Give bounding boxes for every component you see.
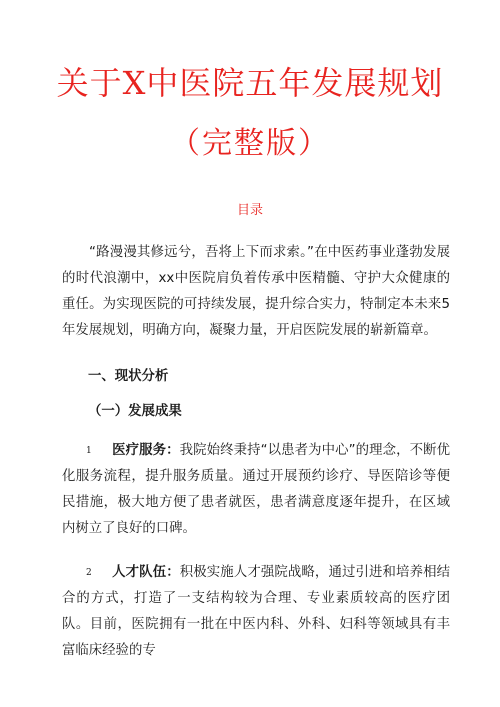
subsection-heading: （一）发展成果 [88,404,182,419]
intro-paragraph: “路漫漫其修远兮，吾将上下而求索。”在中医药事业蓬勃发展的时代浪潮中，xx中医院肩负着传承中医精髓、守护大众健康的重任。为实现医院的可持续发展，提升综合实力，特制定本未来5年发展规划，明确方向，凝聚力量，开启医院发展的崭新篇章。 [62,245,450,338]
toc-link[interactable]: 目录 [236,203,263,218]
list-item-number: 1 [86,446,92,456]
document-title: 关于X中医院五年发展规划 [56,64,444,102]
list-item-medical-service [62,438,450,542]
list-item-talent-team [62,560,450,664]
list-item-keyword: 人才队伍： [112,565,180,580]
list-item-text: 我院始终秉持“以患者为中心”的理念，不断优化服务流程，提升服务质量。通过开展预约诊疗、导医陪诊等便民措施，极大地方便了患者就医，患者满意度逐年提升，在区域内树立了良好的口碑。 [62,443,451,536]
document-subtitle: （完整版） [170,126,330,161]
section-heading: 一、现状分析 [88,369,169,384]
list-item-text: 积极实施人才强院战略，通过引进和培养相结合的方式，打造了一支结构较为合理、专业素质较高的医疗团队。目前，医院拥有一批在中医内科、外科、妇科等领域具有丰富临床经验的专 [62,565,451,658]
list-item-keyword: 医疗服务： [112,443,180,458]
list-item-number: 2 [86,568,92,578]
